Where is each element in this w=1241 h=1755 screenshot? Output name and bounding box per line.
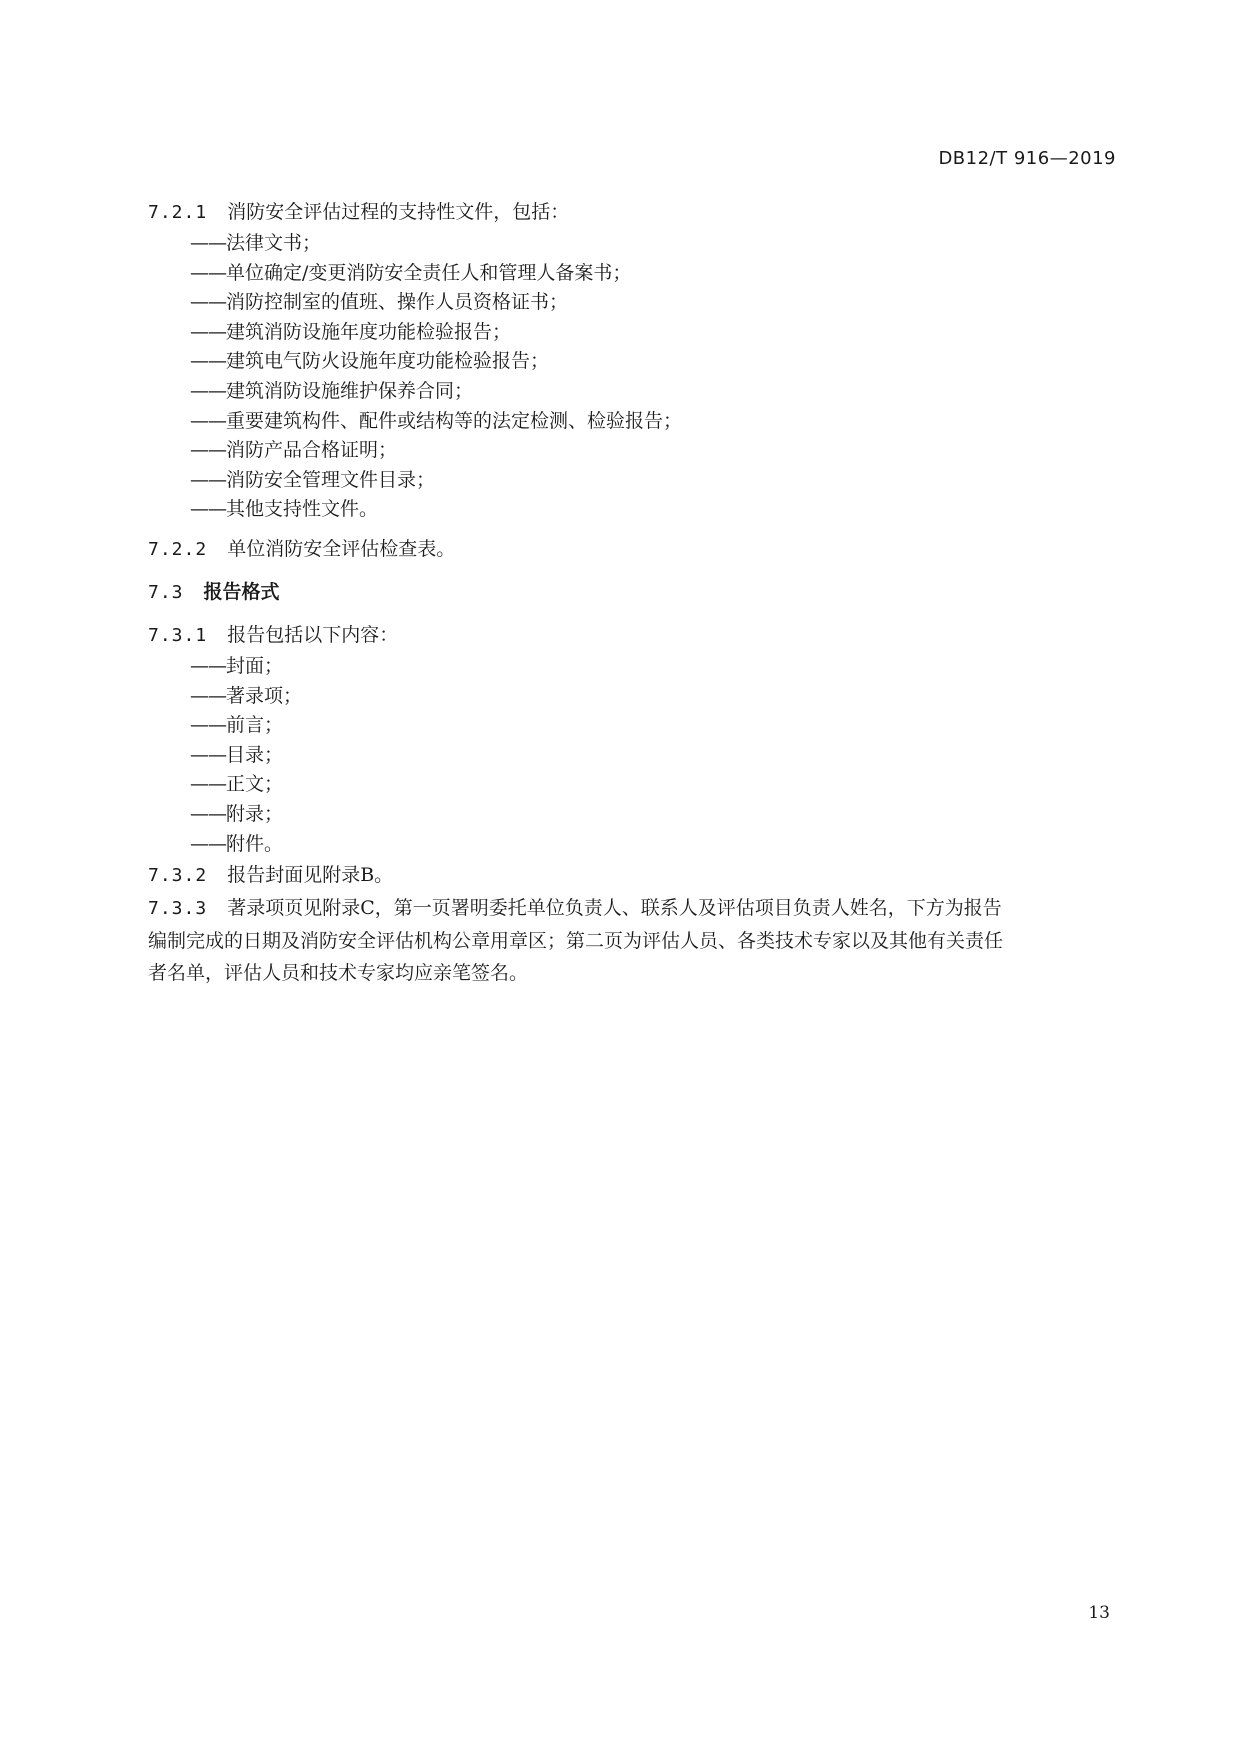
list-item: ——消防产品合格证明； (190, 436, 1118, 466)
dash-mark: —— (190, 773, 226, 796)
clause-text: 报告封面见附录B。 (227, 864, 394, 887)
clause-text-line: 著录项页见附录C，第一页署明委托单位负责人、联系人及评估项目负责人姓名，下方为报告 (227, 897, 1002, 920)
list-item: ——正文； (190, 770, 1118, 800)
dash-mark: —— (190, 832, 226, 855)
clause-number: 7.3.2 (148, 865, 208, 887)
list-item: ——法律文书； (190, 229, 1118, 259)
dash-mark: —— (190, 291, 226, 314)
standard-code: DB12/T 916—2019 (938, 148, 1116, 169)
dash-mark: —— (190, 802, 226, 825)
dash-mark: —— (190, 468, 226, 491)
dash-mark: —— (190, 714, 226, 737)
dash-mark: —— (190, 409, 226, 432)
list-item: ——建筑电气防火设施年度功能检验报告； (190, 347, 1118, 377)
clause-number: 7.2.1 (148, 202, 208, 223)
clause-text-line: 者名单，评估人员和技术专家均应亲笔签名。 (148, 962, 529, 985)
page-body (148, 196, 1118, 989)
dash-mark: —— (190, 743, 226, 766)
supporting-documents-list (148, 229, 1118, 525)
list-item: ——建筑消防设施年度功能检验报告； (190, 318, 1118, 348)
dash-mark: —— (190, 439, 226, 462)
clause-text: 消防安全评估过程的支持性文件，包括： (227, 201, 570, 223)
clause-number: 7.2.2 (148, 538, 208, 560)
dash-mark: —— (190, 379, 226, 402)
dash-mark: —— (190, 654, 226, 677)
list-item: ——附录； (190, 800, 1118, 830)
clause-text: 单位消防安全评估检查表。 (227, 537, 456, 560)
list-item: ——消防控制室的值班、操作人员资格证书； (190, 288, 1118, 318)
list-item: ——目录； (190, 741, 1118, 771)
clause-number: 7.3.1 (148, 624, 208, 646)
clause-7-3-3 (148, 892, 1118, 989)
clause-7-3-2 (148, 859, 1118, 892)
list-item: ——封面； (190, 652, 1118, 682)
dash-mark: —— (190, 498, 226, 521)
report-contents-list (148, 652, 1118, 859)
clause-7-3-1 (148, 619, 1118, 652)
page-number: 13 (1088, 1603, 1110, 1623)
dash-mark: —— (190, 261, 226, 284)
list-item: ——前言； (190, 711, 1118, 741)
dash-mark: —— (190, 320, 226, 343)
list-item: ——单位确定/变更消防安全责任人和管理人备案书； (190, 259, 1118, 289)
list-item: ——著录项； (190, 682, 1118, 712)
section-title: 报告格式 (203, 580, 280, 603)
list-item: ——消防安全管理文件目录； (190, 466, 1118, 496)
clause-7-2-1 (148, 196, 1118, 229)
dash-mark: —— (190, 350, 226, 373)
list-item: ——建筑消防设施维护保养合同； (190, 377, 1118, 407)
list-item: ——附件。 (190, 830, 1118, 860)
clause-text-line: 编制完成的日期及消防安全评估机构公章用章区；第二页为评估人员、各类技术专家以及其他有关责任 (148, 930, 1004, 953)
clause-number: 7.3.3 (148, 898, 208, 920)
list-item: ——其他支持性文件。 (190, 495, 1118, 525)
section-7-3-heading (148, 576, 1118, 609)
list-item: ——重要建筑构件、配件或结构等的法定检测、检验报告； (190, 407, 1118, 437)
dash-mark: —— (190, 232, 226, 254)
clause-text: 报告包括以下内容： (227, 623, 399, 646)
section-number: 7.3 (148, 581, 184, 603)
clause-7-2-2 (148, 533, 1118, 566)
dash-mark: —— (190, 684, 226, 707)
